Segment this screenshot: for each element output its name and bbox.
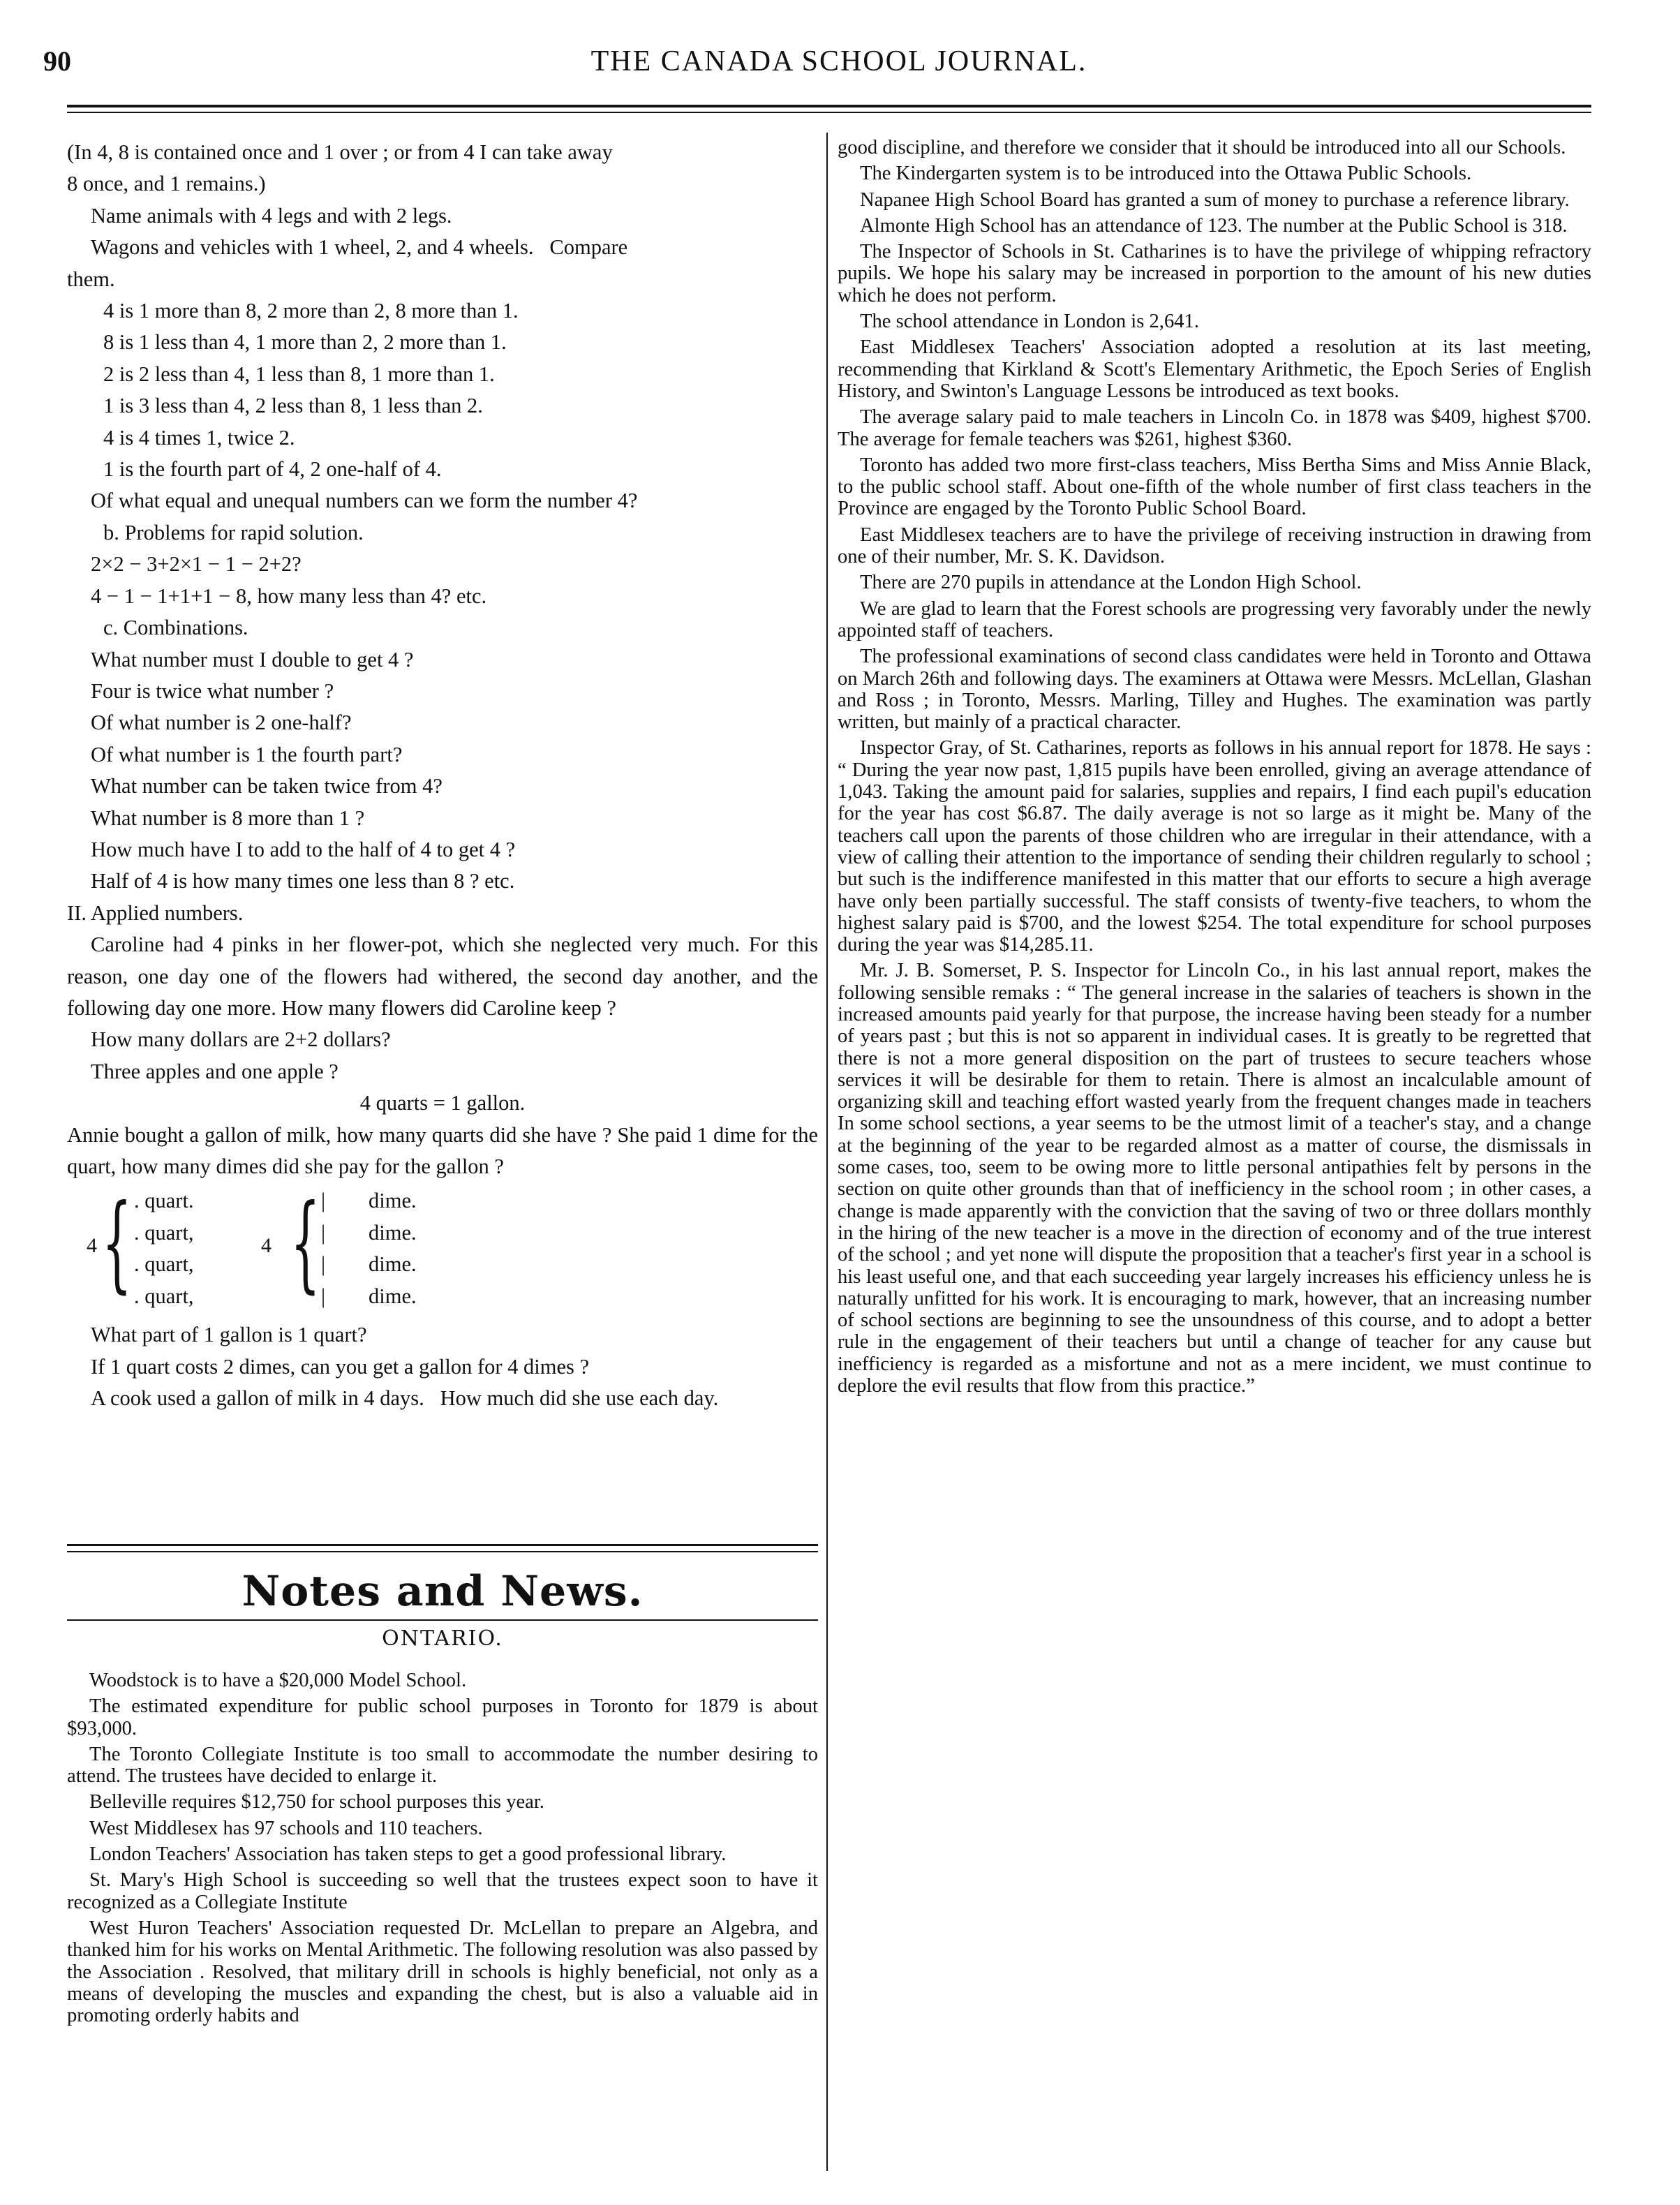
- bar-mark: |: [321, 1220, 326, 1245]
- news-item: There are 270 pupils in attendance at the London High School.: [860, 572, 1362, 594]
- news-column: [67, 1670, 818, 2030]
- bar-rows: [321, 1185, 325, 1312]
- text-line: Of what number is 2 one-half?: [91, 711, 352, 735]
- news-item: Toronto has added two more first-class teachers, Miss Bertha Sims and Miss Annie Black, to the public school staff. About one-fifth of the whole number of first class teachers in the Province are engaged by the Toronto Public School Board.: [838, 454, 1591, 520]
- text-line: them.: [67, 267, 115, 291]
- quart-row: . quart,: [134, 1252, 194, 1277]
- quart-row: . quart,: [134, 1284, 194, 1308]
- subheading: b. Problems for rapid solution.: [103, 520, 364, 544]
- section-rule-thin: [67, 1551, 818, 1552]
- paragraph: Annie bought a gallon of milk, how many quarts did she have ? She paid 1 dime for the quart, how many dimes did she pay for the gallon ?: [67, 1122, 818, 1178]
- section-heading: II. Applied numbers.: [67, 900, 244, 925]
- page-header: [43, 42, 1635, 91]
- news-item: West Huron Teachers' Association requested Dr. McLellan to prepare an Algebra, and thanked him for his works on Mental Arithmetic. The following resolution was also passed by the Association . Resolved, that military drill in schools is highly beneficial, not only as a means of developing the muscles and expanding the chest, but is also a valuable aid in promoting orderly habits and: [67, 1917, 818, 2027]
- notes-and-news-title: Notes and News.: [241, 1567, 644, 1616]
- text-line: 8 is 1 less than 4, 1 more than 2, 2 more than 1.: [103, 330, 507, 355]
- ontario-heading: ONTARIO.: [382, 1626, 503, 1651]
- news-item: good discipline, and therefore we consider that it should be introduced into all our Schools.: [838, 137, 1566, 158]
- text-line: Wagons and vehicles with 1 wheel, 2, and 4 wheels. Compare: [91, 235, 628, 260]
- news-item: East Middlesex teachers are to have the privilege of receiving instruction in drawing from one of their number, Mr. S. K. Davidson.: [838, 524, 1591, 568]
- text-line: Four is twice what number ?: [91, 678, 334, 703]
- dime-row: dime.: [369, 1284, 417, 1308]
- text-line: 2×2 − 3+2×1 − 1 − 2+2?: [91, 552, 302, 577]
- news-item: The Toronto Collegiate Institute is too small to accommodate the number desiring to attend. The trustees have decided to enlarge it.: [67, 1743, 818, 1788]
- text-line: 1 is 3 less than 4, 2 less than 8, 1 less than 2.: [103, 394, 483, 418]
- news-item: Belleville requires $12,750 for school purposes this year.: [89, 1791, 544, 1813]
- news-item: The Kindergarten system is to be introduced into the Ottawa Public Schools.: [860, 163, 1472, 185]
- text-line: 8 once, and 1 remains.): [67, 172, 266, 196]
- left-brace-icon: {: [102, 1182, 132, 1305]
- news-item: Mr. J. B. Somerset, P. S. Inspector for Lincoln Co., in his last annual report, makes the following sensible remaks : “ The general increase in the salaries of teachers is shown in the increased amounts paid yearly for that purpose, the increase having been steady for a number of years past ; but this is not so apparent in individual cases. It is greatly to be regretted that there is not a more general disposition on the part of trustees to secure teachers whose services it will be desirable for them to retain. There is almost an incalculable amount of organizing skill and teaching effort wasted yearly from the frequent changes made in teachers In some school sections, a year seems to be the utmost limit of a teacher's stay, and a change at the beginning of the year to be regarded almost as a matter of course, the dismissals in some cases, too, seem to be owing more to little personal antipathies felt by persons in the section on quite other grounds than that of inefficiency in the school room ; in other cases, a change is made apparently with the conviction that the saving of two or three dollars monthly in the hiring of the new teacher is a move in the direction of economy and of the true interest of the school ; and yet none will dispute the proposition that a teacher's first year in a school is his least useful one, and that each succeeding year largely increases his efficiency unless he is naturally unfitted for his work. It is encouraging to mark, however, that an increasing number of school sections are beginning to see the unsoundness of this course, and to adopt a better rule in the engagement of their teachers but until a change of teacher for any cause but inefficiency is regarded as a misfortune and not as a mere incident, we must continue to deplore the evil results that flow from this practice.”: [838, 960, 1591, 1397]
- text-line: What number is 8 more than 1 ?: [91, 805, 365, 830]
- text-line: Of what equal and unequal numbers can we form the number 4?: [91, 489, 638, 513]
- text-line: If 1 quart costs 2 dimes, can you get a gallon for 4 dimes ?: [91, 1354, 590, 1379]
- fraction-diagram: [67, 1182, 818, 1315]
- text-line: Half of 4 is how many times one less than 8 ? etc.: [91, 869, 515, 893]
- news-item: The Inspector of Schools in St. Catharines is to have the privilege of whipping refractory pupils. We hope his salary may be increased in porportion to the amount of his new duties which he does not perform.: [838, 241, 1591, 306]
- text-line: 2 is 2 less than 4, 1 less than 8, 1 more than 1.: [103, 362, 495, 386]
- dime-row: dime.: [369, 1252, 417, 1277]
- news-item: The professional examinations of second class candidates were held in Toronto and Ottawa on March 26th and following days. The examiners at Ottawa were Messrs. McLellan, Glashan and Ross ; in Toronto, Messrs. Marling, Tilley and Hughes. The examination was partly written, but mainly of a practical character.: [838, 646, 1591, 734]
- paragraph: Caroline had 4 pinks in her flower-pot, which she neglected very much. For this reason, one day one of the flowers had withered, the second day another, and the following day one more. How many flowers did Caroline keep ?: [67, 933, 818, 1020]
- text-line: What number can be taken twice from 4?: [91, 774, 443, 799]
- left-column: [67, 137, 818, 1415]
- quart-row: . quart,: [134, 1220, 194, 1245]
- news-item: Almonte High School has an attendance of 123. The number at the Public School is 318.: [860, 214, 1568, 237]
- title-rule: [67, 1619, 818, 1621]
- left-brace-icon: {: [290, 1182, 320, 1305]
- page-number: 90: [43, 45, 71, 77]
- dime-row: dime.: [369, 1189, 417, 1213]
- text-line: What number must I double to get 4 ?: [91, 647, 414, 671]
- right-column: [838, 137, 1591, 1401]
- news-item: Woodstock is to have a $20,000 Model School.: [89, 1670, 467, 1691]
- bar-mark: |: [321, 1284, 326, 1308]
- text-line: How many dollars are 2+2 dollars?: [91, 1027, 391, 1052]
- journal-title: THE CANADA SCHOOL JOURNAL.: [590, 45, 1087, 77]
- news-item: East Middlesex Teachers' Association adopted a resolution at its last meeting, recommending that Kirkland & Scott's Elementary Arithmetic, the Epoch Series of English History, and Swinton's Language Lessons be introduced as text books.: [838, 336, 1591, 402]
- text-line: 1 is the fourth part of 4, 2 one-half of 4.: [103, 457, 442, 482]
- quart-rows: [134, 1185, 194, 1312]
- column-divider: [826, 133, 828, 2171]
- news-item: Inspector Gray, of St. Catharines, reports as follows in his annual report for 1878. He says : “ During the year now past, 1,815 pupils have been enrolled, giving an average attendance of 1,043. Taking the amount paid for salaries, supplies and repairs, I find each pupil's education for the year has cost $6.87. The daily average is not so large as it might be. Many of the teachers call upon the parents of those children who are irregular in their attendance, with a view of calling their attention to the importance of sending their children regularly to school ; but such is the indifference manifested in this matter that our efforts to secure a high average have only been partially successful. The staff consists of twenty-five teachers, to whom the highest salary paid is $700, and the lowest $254. The total expenditure for school purposes during the year was $14,285.11.: [838, 737, 1591, 956]
- equation-line: 4 quarts = 1 gallon.: [359, 1091, 526, 1115]
- news-item: The estimated expenditure for public school purposes in Toronto for 1879 is about $93,000.: [67, 1695, 818, 1739]
- news-item: West Middlesex has 97 schools and 110 teachers.: [89, 1817, 483, 1839]
- text-line: How much have I to add to the half of 4 to get 4 ?: [91, 837, 516, 861]
- dime-rows: [369, 1185, 417, 1312]
- news-item: The average salary paid to male teachers in Lincoln Co. in 1878 was $409, highest $700. The average for female teachers was $261, highest $360.: [838, 406, 1591, 450]
- text-line: What part of 1 gallon is 1 quart?: [91, 1323, 367, 1347]
- news-item: St. Mary's High School is succeeding so well that the trustees expect soon to have it recognized as a Collegiate Institute: [67, 1869, 818, 1913]
- paragraph: A cook used a gallon of milk in 4 days. How much did she use each day.: [91, 1386, 719, 1411]
- fraction-four: 4: [87, 1234, 97, 1258]
- bar-mark: |: [321, 1252, 326, 1277]
- text-line: 4 is 4 times 1, twice 2.: [103, 425, 295, 450]
- subheading: c. Combinations.: [103, 616, 248, 640]
- dime-row: dime.: [369, 1220, 417, 1245]
- news-item: Napanee High School Board has granted a sum of money to purchase a reference library.: [860, 188, 1570, 211]
- text-line: (In 4, 8 is contained once and 1 over ; or from 4 I can take away: [67, 140, 613, 164]
- text-line: 4 is 1 more than 8, 2 more than 2, 8 more than 1.: [103, 299, 519, 323]
- bar-mark: |: [321, 1189, 326, 1213]
- section-rule-thick: [67, 1544, 818, 1546]
- text-line: 4 − 1 − 1+1+1 − 8, how many less than 4? etc.: [91, 584, 487, 608]
- header-rule-thin: [67, 112, 1591, 113]
- text-line: Of what number is 1 the fourth part?: [91, 742, 403, 766]
- header-rule-thick: [67, 105, 1591, 107]
- text-line: Three apples and one apple ?: [91, 1059, 339, 1083]
- news-item: London Teachers' Association has taken steps to get a good professional library.: [89, 1843, 727, 1866]
- news-item: The school attendance in London is 2,641.: [860, 311, 1199, 333]
- quart-row: . quart.: [134, 1189, 194, 1213]
- news-item: We are glad to learn that the Forest schools are progressing very favorably under the newly appointed staff of teachers.: [838, 597, 1591, 641]
- text-line: Name animals with 4 legs and with 2 legs.: [91, 203, 452, 228]
- fraction-four: 4: [261, 1234, 272, 1258]
